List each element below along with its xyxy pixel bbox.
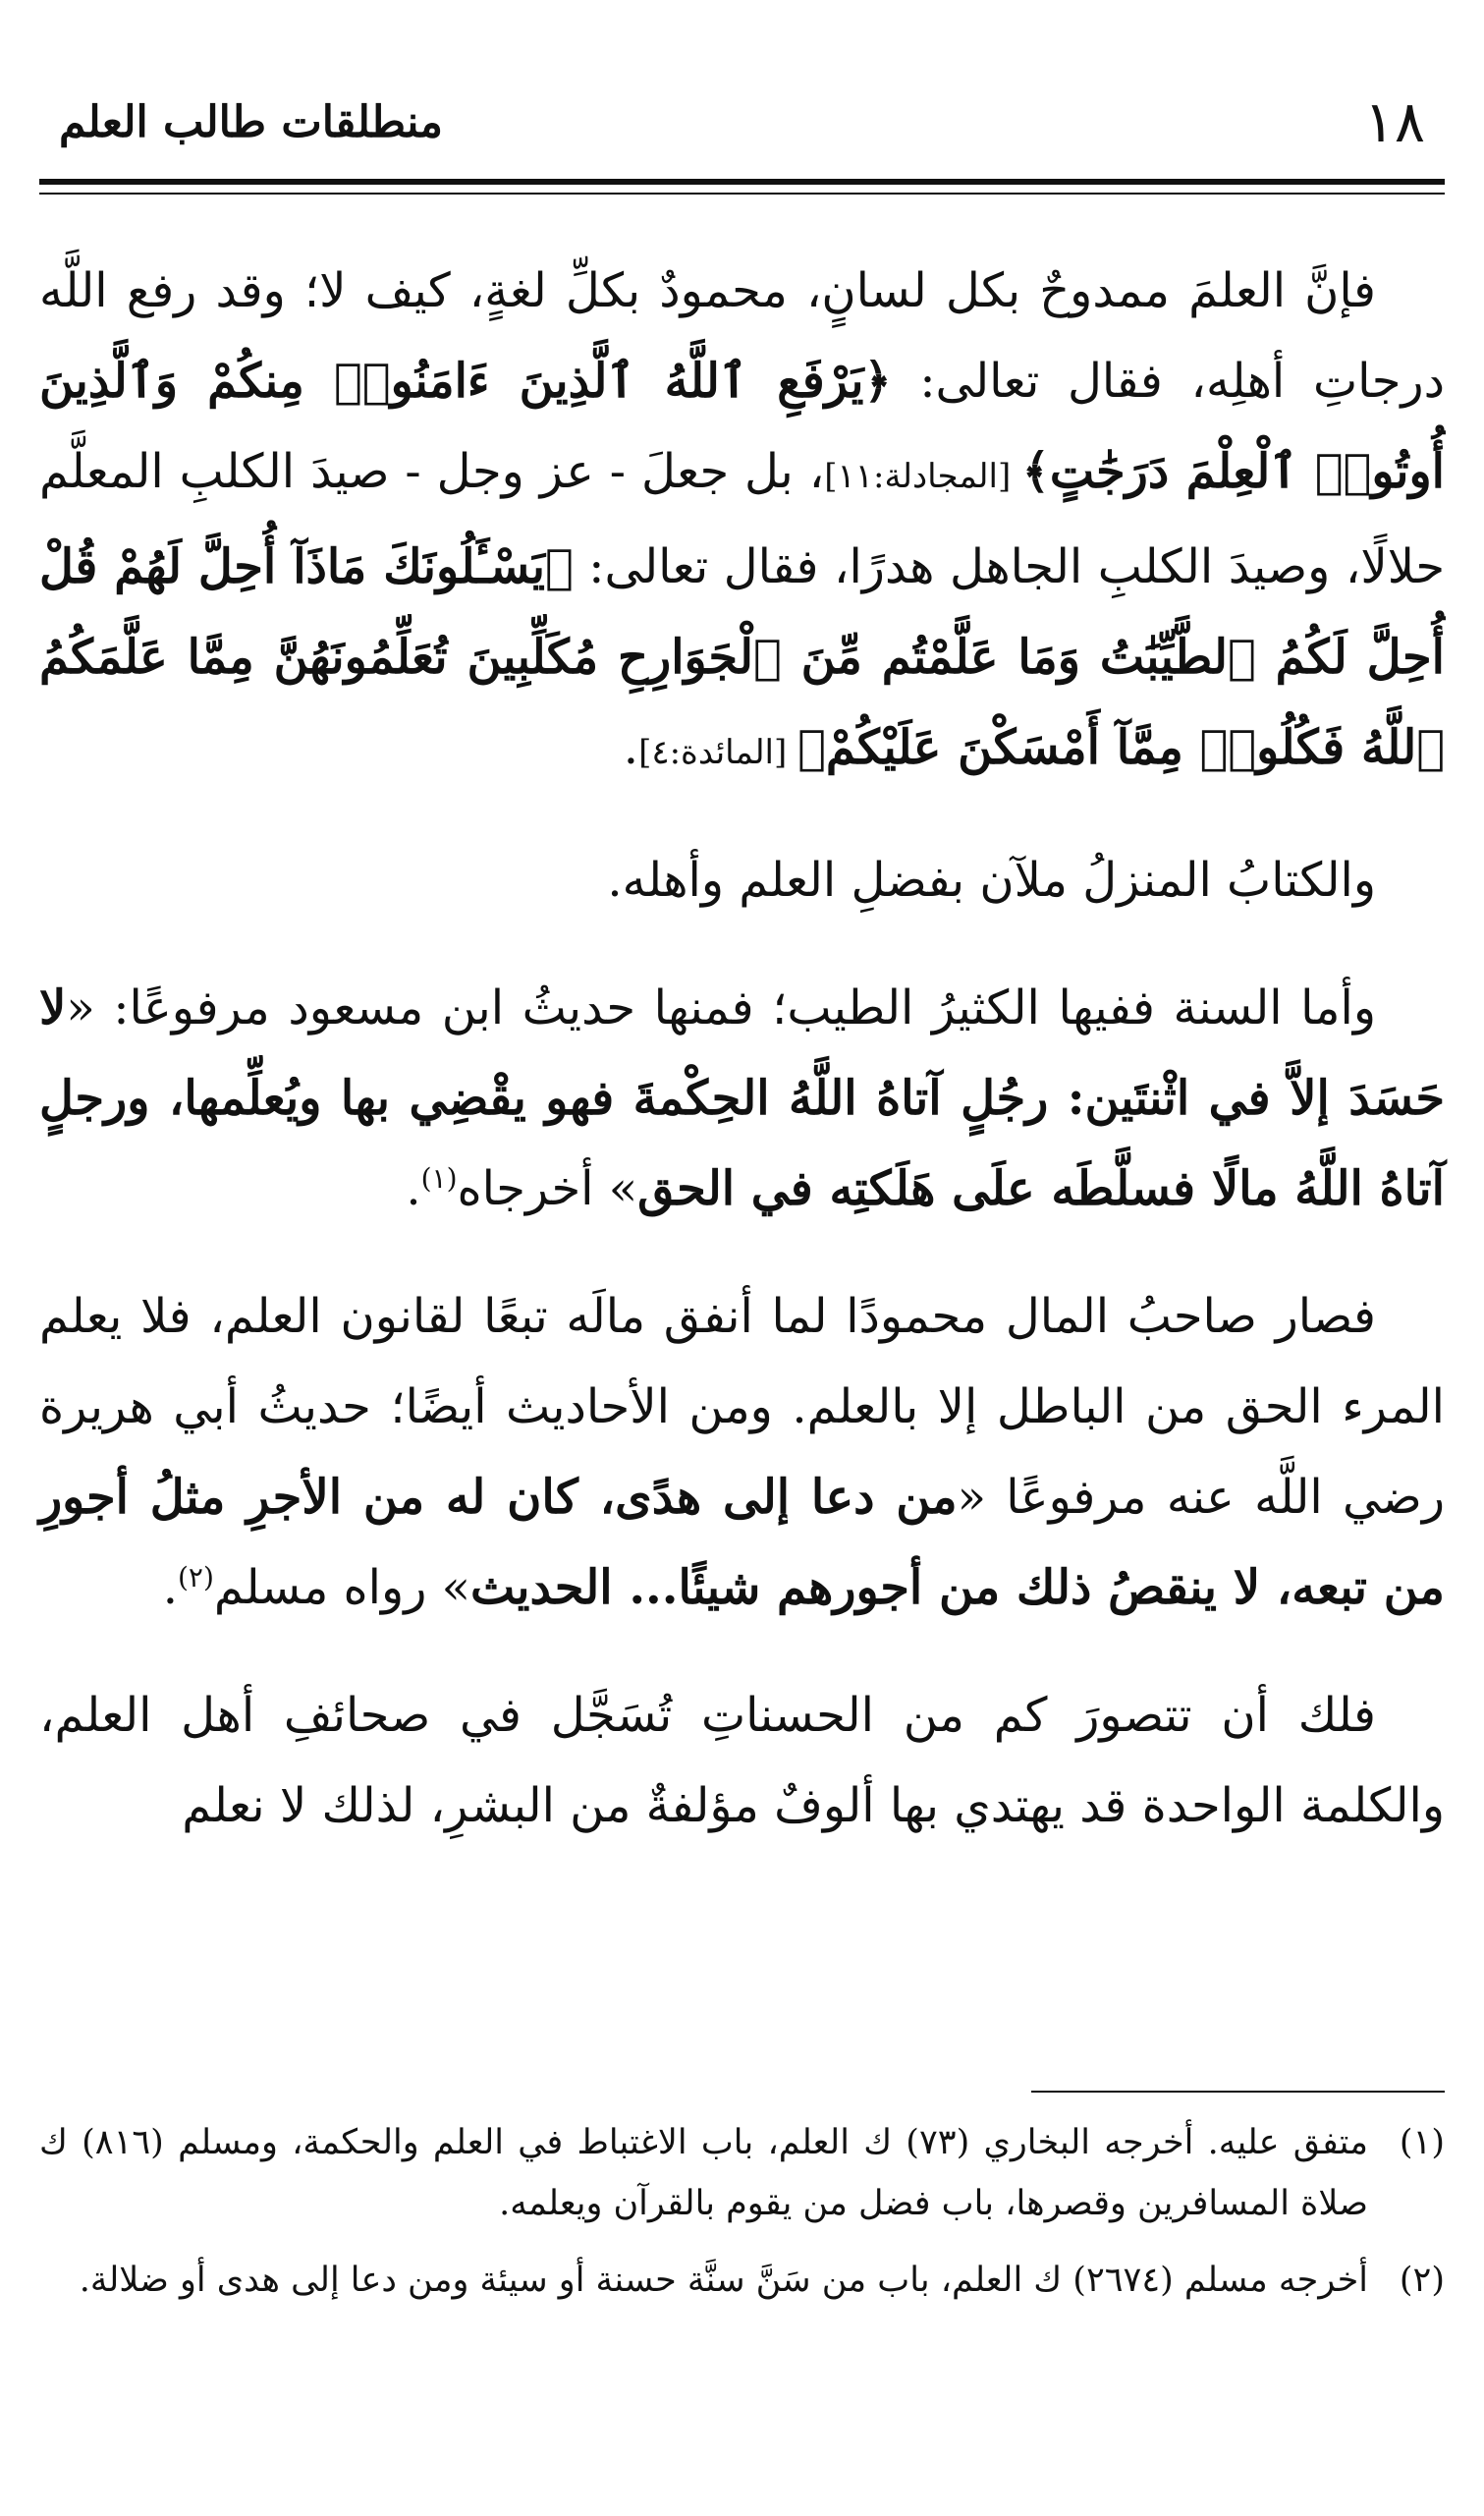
quran-verse: ﴿يَسْـَٔلُونَكَ مَاذَآ أُحِلَّ لَهُمْ قُلْ أُحِلَّ لَكُمُ ٱلطَّيِّبَٰتُ وَمَا عَلَّمْتُم مِّنَ ٱلْجَوَارِحِ مُكَلِّبِينَ تُعَلِّمُونَهُنَّ مِمَّا عَلَّمَكُمُ ٱللَّهُ فَكُلُوا۟ مِمَّآ أَمْسَكْنَ عَلَيْكُمْ﴾ xyxy=(39,539,1445,775)
page-number: ١٨ xyxy=(1363,88,1425,155)
footnotes xyxy=(39,2112,1445,2326)
page-header xyxy=(39,84,1445,172)
footnote-number: (٢) xyxy=(1399,2261,1445,2300)
paragraph-text: وأما السنة ففيها الكثيرُ الطيب؛ فمنها حديثُ ابن مسعود مرفوعًا: « xyxy=(66,980,1376,1035)
hadith-text: من دعا إلى هدًى، كان له من الأجرِ مثلُ أجورِ من تبعه، لا ينقصُ ذلك من أجورهم شيئًا... الحديث xyxy=(39,1470,1445,1615)
footnote xyxy=(39,2250,1445,2311)
running-title: منطلقات طالب العلم xyxy=(59,97,443,147)
paragraph-text: فصار صاحبُ المال محمودًا لما أنفق مالَه تبعًا لقانون العلم، فلا يعلم المرء الحق من الباطل إلا بالعلم. ومن الأحاديث أيضًا؛ حديثُ أبي هريرة رضي اللَّه عنه مرفوعًا « xyxy=(39,1289,1445,1525)
footnote-separator xyxy=(1031,2091,1445,2093)
paragraph-text: » رواه مسلم xyxy=(213,1560,470,1615)
header-rule-thick xyxy=(39,179,1445,185)
paragraph xyxy=(39,835,1445,925)
verse-reference: [المجادلة:١١] xyxy=(824,457,1022,496)
hadith-text: لا حَسَدَ إلاَّ في اثْنتَين: رجُلٍ آتاهُ اللَّهُ الحِكْمةَ فهو يقْضِي بها ويُعلِّمها، ورجلٍ آتاهُ اللَّهُ مالًا فسلَّطَه علَى هَلَكتِه في الحق xyxy=(39,980,1445,1216)
paragraph-text: فإنَّ العلمَ ممدوحٌ بكل لسانٍ، محمودٌ بكلِّ لغةٍ، كيف لا؛ وقد رفع اللَّه درجاتِ أهلِه، فقال تعالى: xyxy=(39,263,1445,409)
paragraph xyxy=(39,1670,1445,1851)
paragraph-text: . xyxy=(406,1161,421,1216)
verse-reference: [المائدة:٤] xyxy=(638,733,798,772)
paragraph-text: » أخرجاه xyxy=(457,1161,638,1216)
main-text xyxy=(39,246,1445,1888)
paragraph-text: . xyxy=(623,720,639,775)
footnote-marker: (٢) xyxy=(177,1561,214,1593)
footnote-number: (١) xyxy=(1399,2123,1445,2162)
paragraph-text: والكتابُ المنزلُ ملآن بفضلِ العلم وأهله. xyxy=(607,853,1376,908)
paragraph-text: ، بل جعلَ - عز وجل - صيدَ الكلبِ المعلَّم حلالًا، وصيدَ الكلبِ الجاهل هدرًا، فقال تعالى: xyxy=(39,444,1446,594)
footnote-marker: (١) xyxy=(420,1162,458,1195)
paragraph-text: فلك أن تتصورَ كم من الحسناتِ تُسَجَّل في صحائفِ أهل العلم، والكلمة الواحدة قد يهتدي بها ألوفٌ مؤلفةٌ من البشرِ، لذلك لا نعلم xyxy=(39,1688,1445,1833)
paragraph-text: . xyxy=(162,1560,178,1615)
header-rule-thin xyxy=(39,193,1445,195)
footnote xyxy=(39,2112,1445,2234)
paragraph xyxy=(39,963,1445,1234)
paragraph xyxy=(39,246,1445,798)
footnote-text: متفق عليه. أخرجه البخاري (٧٣) ك العلم، باب الاغتباط في العلم والحكمة، ومسلم (٨١٦) ك صلاة المسافرين وقصرها، باب فضل من يقوم بالقرآن ويعلمه. xyxy=(39,2123,1368,2223)
quran-verse: ﴿يَرْفَعِ ٱللَّهُ ٱلَّذِينَ ءَامَنُوا۟ مِنكُمْ وَٱلَّذِينَ أُوتُوا۟ ٱلْعِلْمَ دَرَجَٰتٍ﴾ xyxy=(39,354,1445,499)
paragraph xyxy=(39,1271,1445,1633)
footnote-text: أخرجه مسلم (٢٦٧٤) ك العلم، باب من سَنَّ سنَّة حسنة أو سيئة ومن دعا إلى هدى أو ضلالة. xyxy=(79,2261,1368,2300)
